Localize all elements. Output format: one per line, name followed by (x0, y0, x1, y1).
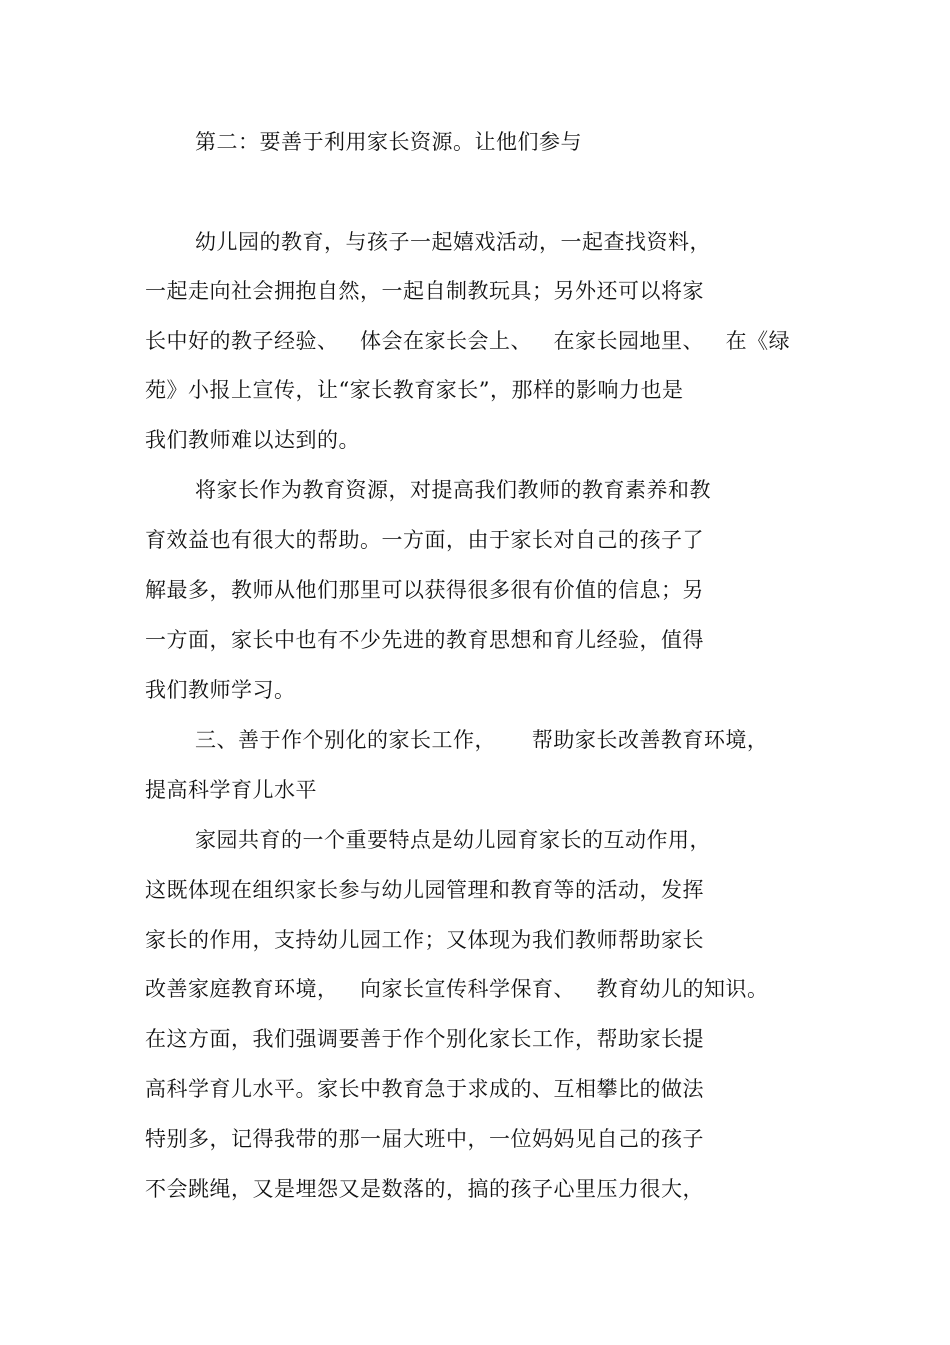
paragraph-line: 育效益也有很大的帮助。一方面，由于家长对自己的孩子了 (145, 528, 704, 552)
paragraph-line: 不会跳绳，又是埋怨又是数落的，搞的孩子心里压力很大， (145, 1177, 704, 1201)
paragraph-line: 特别多，记得我带的那一届大班中，一位妈妈见自己的孩子 (145, 1127, 704, 1151)
section-heading-3: 三、善于作个别化的家长工作， 帮助家长改善教育环境， (195, 728, 769, 752)
paragraph-line: 一起走向社会拥抱自然，一起自制教玩具；另外还可以将家 (145, 279, 704, 303)
paragraph-line: 长中好的教子经验、 体会在家长会上、 在家长园地里、 在《绿 (145, 329, 791, 353)
paragraph-line: 解最多，教师从他们那里可以获得很多很有价值的信息；另 (145, 578, 704, 602)
paragraph-line: 我们教师学习。 (145, 678, 296, 702)
paragraph-line: 高科学育儿水平。家长中教育急于求成的、互相攀比的做法 (145, 1077, 704, 1101)
paragraph-line: 一方面，家长中也有不少先进的教育思想和育儿经验，值得 (145, 628, 704, 652)
paragraph-line: 改善家庭教育环境， 向家长宣传科学保育、 教育幼儿的知识。 (145, 977, 769, 1001)
paragraph-line: 苑》小报上宣传，让“家长教育家长”，那样的影响力也是 (145, 378, 684, 402)
section-heading-3-cont: 提高科学育儿水平 (145, 778, 317, 802)
paragraph-line: 幼儿园的教育，与孩子一起嬉戏活动，一起查找资料， (195, 230, 711, 254)
section-heading-2: 第二：要善于利用家长资源。让他们参与 (195, 130, 582, 154)
paragraph-line: 家园共育的一个重要特点是幼儿园育家长的互动作用， (195, 828, 711, 852)
paragraph-line: 将家长作为教育资源，对提高我们教师的教育素养和教 (195, 478, 711, 502)
paragraph-line: 在这方面，我们强调要善于作个别化家长工作，帮助家长提 (145, 1027, 704, 1051)
paragraph-line: 我们教师难以达到的。 (145, 428, 360, 452)
paragraph-line: 这既体现在组织家长参与幼儿园管理和教育等的活动，发挥 (145, 878, 704, 902)
paragraph-line: 家长的作用，支持幼儿园工作；又体现为我们教师帮助家长 (145, 928, 704, 952)
